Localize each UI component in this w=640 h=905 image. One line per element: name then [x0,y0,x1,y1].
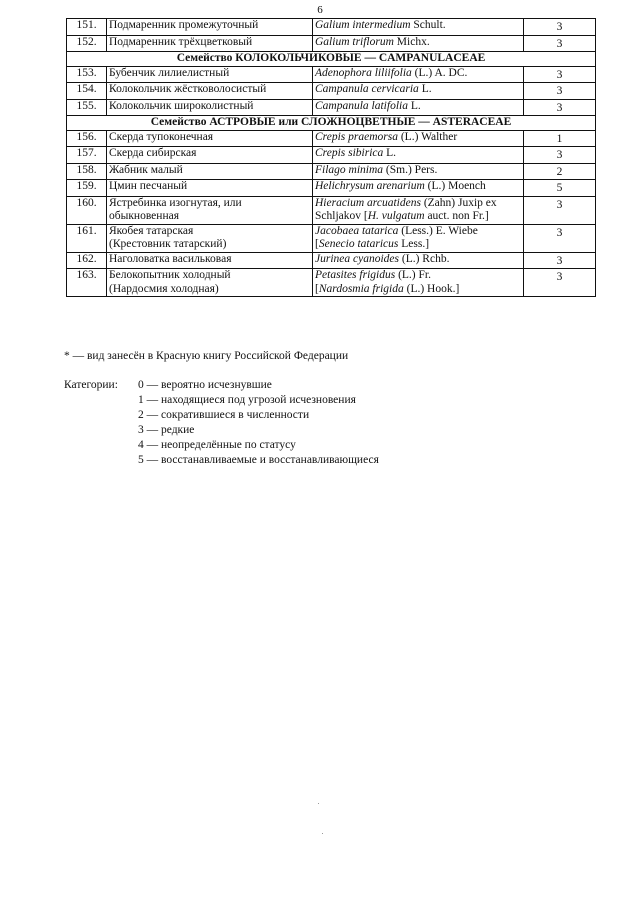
species-number: 155. [67,99,107,116]
species-number: 151. [67,19,107,36]
table-row [67,180,596,197]
table-row [67,269,596,297]
species-number: 154. [67,83,107,100]
latin-author: L. [407,99,421,112]
status-category: 3 [524,147,596,164]
latin-author: L. [383,147,397,159]
russian-name-line: Подмаренник трёхцветковый [109,35,253,48]
species-number: 153. [67,66,107,83]
russian-name-line: Бубенчик лилиелистный [109,66,230,79]
latin-binomial: Senecio tataricus [318,238,399,250]
latin-binomial: Filago minima [315,163,384,176]
species-number: 161. [67,224,107,252]
latin-author: Less.] [398,238,430,250]
latin-binomial: Crepis praemorsa [315,130,398,143]
species-russian-name [107,35,313,52]
species-latin-name [313,66,524,83]
latin-name-line [315,100,523,114]
species-number: 158. [67,163,107,180]
species-latin-name [313,35,524,52]
latin-author: L. [418,83,432,95]
species-latin-name [313,147,524,164]
species-number: 162. [67,252,107,269]
status-category: 3 [524,83,596,100]
latin-author: (Less.) E. Wiebe [398,224,478,237]
latin-author: (L.) Walther [397,130,458,143]
russian-name-line: обыкновенная [109,210,179,222]
table-row [67,252,596,269]
species-number: 157. [67,147,107,164]
category-item: 1 — находящиеся под угрозой исчезновения [138,394,356,406]
status-category: 3 [524,99,596,116]
russian-name-line: Колокольчик широколистный [109,99,254,112]
latin-author: [ [315,238,319,250]
latin-binomial: Jacobaea tatarica [315,224,399,237]
latin-binomial: Jurinea cyanoides [315,252,399,265]
latin-name-line [315,83,523,97]
latin-author: (L.) Hook.] [403,282,460,295]
species-russian-name [107,269,313,297]
latin-author: (L.) Fr. [395,269,431,281]
latin-binomial: Helichrysum arenarium [315,180,425,192]
scan-speck [322,833,323,834]
status-category: 3 [524,269,596,297]
latin-author: auct. non Fr.] [424,210,489,222]
russian-name-line: Белокопытник холодный [109,269,231,281]
species-russian-name [107,163,313,180]
latin-name-line [315,131,523,145]
table-row [67,99,596,116]
latin-author: (L.) A. DC. [411,66,468,79]
species-russian-name [107,252,313,269]
species-latin-name [313,99,524,116]
species-number: 156. [67,130,107,147]
russian-name-line: Наголоватка васильковая [109,252,232,265]
latin-name-line [315,36,523,50]
latin-author: Schult. [410,19,446,31]
status-category: 3 [524,19,596,36]
family-header: Семейство КОЛОКОЛЬЧИКОВЫЕ — CAMPANULACEAE [67,52,596,67]
status-category: 2 [524,163,596,180]
species-latin-name [313,196,524,224]
latin-author: (Sm.) Pers. [383,163,438,176]
latin-author: [ [315,282,319,295]
latin-binomial: Petasites frigidus [315,269,396,281]
russian-name-line: Якобея татарская [109,224,194,237]
species-latin-name [313,83,524,100]
table-row [67,35,596,52]
footnote: * — вид занесён в Красную книгу Российской Федерации [64,350,349,362]
russian-name-line: Колокольчик жёстковолосистый [109,83,267,95]
category-item: 3 — редкие [138,424,195,436]
latin-name-line [315,225,523,239]
table-row [67,163,596,180]
latin-name-line [315,180,523,194]
latin-name-line [315,210,523,224]
latin-name-line [315,147,523,161]
table-row [67,19,596,36]
latin-name-line [315,197,523,211]
species-latin-name [313,269,524,297]
species-latin-name [313,19,524,36]
species-number: 160. [67,196,107,224]
category-item: 4 — неопределённые по статусу [138,439,296,451]
status-category: 3 [524,252,596,269]
table-row [67,83,596,100]
species-latin-name [313,180,524,197]
table-row [67,147,596,164]
russian-name-line: (Нардосмия холодная) [109,282,219,295]
status-category: 3 [524,196,596,224]
categories-label: Категории: [64,379,118,391]
species-number: 152. [67,35,107,52]
latin-binomial: Campanula latifolia [315,99,408,112]
species-russian-name [107,83,313,100]
latin-name-line [315,269,523,283]
family-header: Семейство АСТРОВЫЕ или СЛОЖНОЦВЕТНЫЕ — ASTERACEAE [67,116,596,131]
species-russian-name [107,99,313,116]
species-number: 159. [67,180,107,197]
latin-author: (L.) Rchb. [399,252,450,265]
species-number: 163. [67,269,107,297]
latin-binomial: Adenophora liliifolia [315,66,412,79]
status-category: 3 [524,66,596,83]
table-row [67,130,596,147]
latin-binomial: Campanula cervicaria [315,83,419,95]
latin-name-line [315,253,523,267]
category-item: 2 — сократившиеся в численности [138,409,310,421]
species-latin-name [313,224,524,252]
category-item: 5 — восстанавливаемые и восстанавливающиеся [138,454,379,466]
species-russian-name [107,130,313,147]
latin-name-line [315,67,523,81]
scan-speck [318,803,319,804]
table-row [67,224,596,252]
species-latin-name [313,130,524,147]
latin-binomial: Hieracium arcuatidens [315,196,421,209]
latin-name-line [315,19,523,33]
russian-name-line: Ястребинка изогнутая, или [109,196,242,209]
latin-name-line [315,283,523,297]
species-russian-name [107,19,313,36]
status-category: 1 [524,130,596,147]
species-table-body [67,19,596,297]
page-number: 6 [317,4,323,16]
table-row [67,66,596,83]
russian-name-line: Скерда сибирская [109,147,197,159]
latin-name-line [315,238,523,252]
latin-author: (L.) Moench [424,180,486,192]
russian-name-line: Подмаренник промежуточный [109,19,259,31]
category-item: 0 — вероятно исчезнувшие [138,379,272,391]
latin-binomial: Galium triflorum [315,35,394,48]
russian-name-line: Цмин песчаный [109,180,188,192]
russian-name-line: (Крестовник татарский) [109,238,227,250]
categories-list [138,378,379,468]
latin-author: Schljakov [ [315,210,368,222]
species-russian-name [107,66,313,83]
species-latin-name [313,163,524,180]
latin-binomial: H. vulgatum [367,210,425,222]
species-russian-name [107,196,313,224]
species-russian-name [107,224,313,252]
latin-author: (Zahn) Juxip ex [420,196,497,209]
status-category: 3 [524,35,596,52]
status-category: 5 [524,180,596,197]
family-header-row [67,116,596,131]
species-table [66,18,596,297]
species-russian-name [107,147,313,164]
latin-binomial: Nardosmia frigida [318,282,404,295]
latin-binomial: Crepis sibirica [315,147,384,159]
species-russian-name [107,180,313,197]
latin-author: Michx. [393,35,430,48]
russian-name-line: Жабник малый [109,163,183,176]
family-header-row [67,52,596,67]
status-category: 3 [524,224,596,252]
russian-name-line: Скерда тупоконечная [109,130,214,143]
table-row [67,196,596,224]
latin-binomial: Galium intermedium [315,19,411,31]
species-latin-name [313,252,524,269]
latin-name-line [315,164,523,178]
